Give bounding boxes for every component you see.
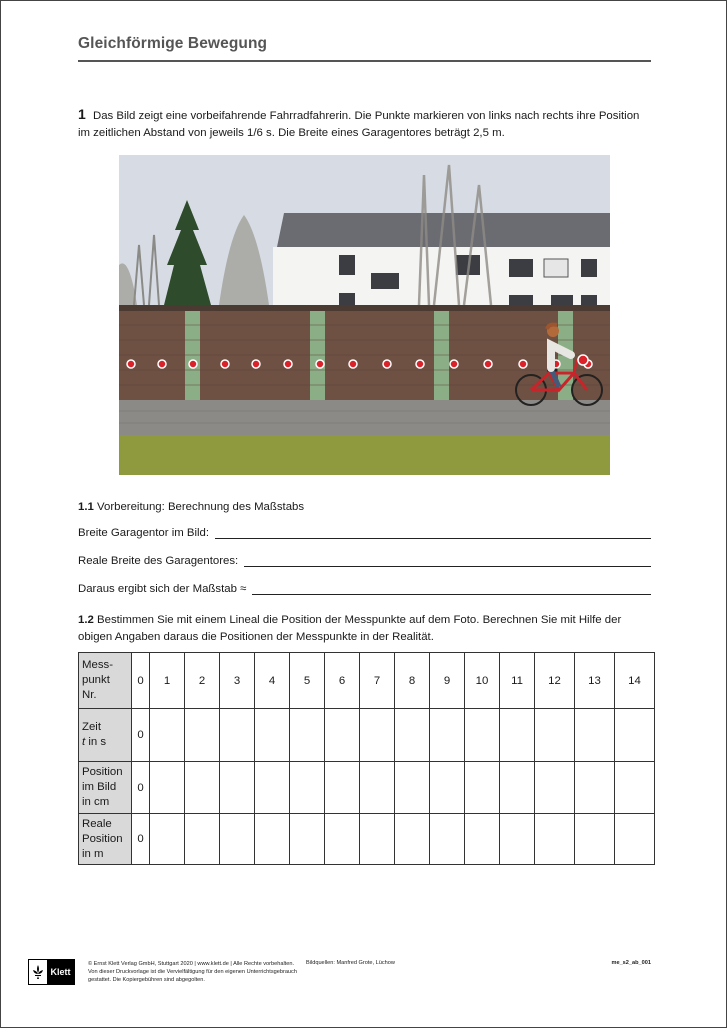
table-cell[interactable] [465,814,500,865]
table-cell[interactable] [500,709,535,762]
marker-point [484,360,492,368]
table-cell[interactable] [360,709,395,762]
table-cell[interactable] [615,709,655,762]
grass [119,435,610,475]
task-1-number: 1 [78,106,86,122]
table-cell[interactable] [500,762,535,814]
table-cell[interactable] [255,709,290,762]
column-header: 6 [325,653,360,709]
table-cell[interactable] [220,762,255,814]
table-cell[interactable] [185,762,220,814]
column-header: 1 [150,653,185,709]
footer-document-code: me_s2_ab_001 [611,960,651,966]
table-cell[interactable] [615,814,655,865]
header-cell-real-position: Reale Position in m [79,814,132,865]
column-header: 11 [500,653,535,709]
table-cell[interactable] [430,709,465,762]
marker-point [127,360,135,368]
header-cell-point: Mess- punkt Nr. [79,653,132,709]
garage-width-image-answer-line[interactable] [215,526,651,539]
column-header: 4 [255,653,290,709]
klett-lily-icon [29,960,47,984]
table-cell[interactable] [615,762,655,814]
table-cell[interactable] [185,709,220,762]
table-cell[interactable] [325,814,360,865]
table-cell[interactable] [395,762,430,814]
table-cell[interactable] [150,762,185,814]
column-header: 9 [430,653,465,709]
table-cell[interactable] [290,762,325,814]
scale-row [78,582,651,595]
marker-point [416,360,424,368]
section-1-2 [78,612,652,646]
scale-label: Daraus ergibt sich der Maßstab ≈ [78,583,247,595]
marker-point [383,360,391,368]
table-cell[interactable] [395,814,430,865]
table-cell[interactable] [465,762,500,814]
column-header: 10 [465,653,500,709]
scale-answer-line[interactable] [252,582,651,595]
column-header: 8 [395,653,430,709]
marker-point [316,360,324,368]
garage-width-image-label: Breite Garagentor im Bild: [78,527,210,539]
table-cell[interactable] [575,762,615,814]
table-cell: 0 [132,814,150,865]
table-cell[interactable] [535,709,575,762]
table-cell: 0 [132,709,150,762]
table-cell[interactable] [150,709,185,762]
garage-width-real-row [78,554,651,567]
table-cell[interactable] [430,762,465,814]
column-header: 12 [535,653,575,709]
marker-point [450,360,458,368]
title-divider [78,60,651,62]
column-header: 3 [220,653,255,709]
marker-point [189,360,197,368]
marker-point [349,360,357,368]
marker-point [221,360,229,368]
table-row-time [79,709,655,762]
column-header: 13 [575,653,615,709]
table-cell[interactable] [360,814,395,865]
task-1 [78,106,652,142]
table-cell[interactable] [290,814,325,865]
column-header: 5 [290,653,325,709]
column-header: 0 [132,653,150,709]
table-cell[interactable] [325,762,360,814]
table-cell[interactable] [500,814,535,865]
marker-point [252,360,260,368]
column-header: 2 [185,653,220,709]
table-cell[interactable] [325,709,360,762]
garage-roof-edge [119,305,610,311]
cyclist-photo [119,155,610,475]
footer-copyright: © Ernst Klett Verlag GmbH, Stuttgart 2020 | www.klett.de | Alle Rechte vorbehalten. Von dieser Druckvorlage ist die Vervielfältigung für den eigenen Unterrichtsgebrauch gestattet. Die Kopiergebühren sind abgegolten. [88,961,297,983]
marker-point [284,360,292,368]
klett-logo-text: Klett [47,960,74,984]
page-title: Gleichförmige Bewegung [78,35,268,52]
table-cell[interactable] [535,814,575,865]
table-row-point-number [79,653,655,709]
garage-width-real-answer-line[interactable] [244,554,651,567]
table-cell[interactable] [150,814,185,865]
section-1-1-title: Vorbereitung: Berechnung des Maßstabs [97,501,305,513]
column-header: 7 [360,653,395,709]
table-cell[interactable] [430,814,465,865]
table-cell[interactable] [360,762,395,814]
table-cell[interactable] [535,762,575,814]
task-1-text: Das Bild zeigt eine vorbeifahrende Fahrradfahrerin. Die Punkte markieren von links nach rechts ihre Position im zeitlichen Abstand von jeweils 1/6 s. Die Breite eines Garagentores beträgt 2,5 m. [78,110,640,139]
table-cell[interactable] [185,814,220,865]
table-cell[interactable] [220,814,255,865]
header-cell-image-position: Position im Bild in cm [79,762,132,814]
cyclist-photo-illustration [119,155,610,475]
table-cell[interactable] [575,814,615,865]
marker-point [158,360,166,368]
table-cell[interactable] [465,709,500,762]
table-cell: 0 [132,762,150,814]
table-cell[interactable] [290,709,325,762]
section-1-1-heading [78,501,304,513]
garage-width-real-label: Reale Breite des Garagentores: [78,555,239,567]
table-cell[interactable] [220,709,255,762]
measurement-table [78,652,655,865]
section-1-2-number: 1.2 [78,614,94,626]
column-header: 14 [615,653,655,709]
table-cell[interactable] [255,762,290,814]
klett-logo [28,959,75,985]
marker-point [519,360,527,368]
header-cell-time: Zeit t in s [79,709,132,762]
section-1-2-text: Bestimmen Sie mit einem Lineal die Position der Messpunkte auf dem Foto. Berechnen Sie mit Hilfe der obigen Angaben daraus die Positionen der Messpunkte in der Realität. [78,614,622,643]
table-cell[interactable] [395,709,430,762]
section-1-1-number: 1.1 [78,501,94,513]
footer-image-credit: Bildquellen: Manfred Grote, Lüchow [306,960,395,966]
pavement [119,400,610,435]
table-row-real-position [79,814,655,865]
table-cell[interactable] [575,709,615,762]
garage-width-image-row [78,526,651,539]
table-cell[interactable] [255,814,290,865]
table-row-image-position [79,762,655,814]
